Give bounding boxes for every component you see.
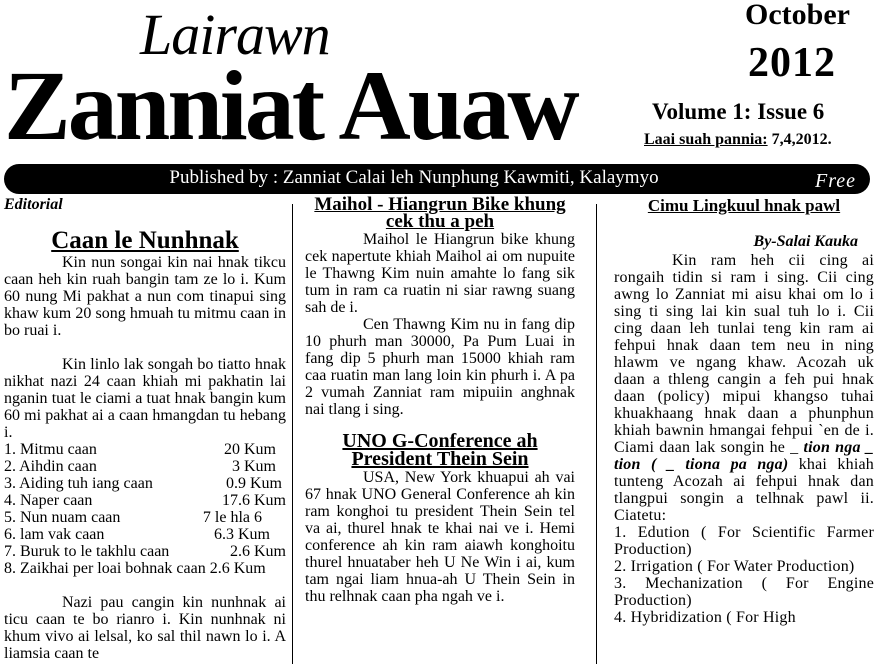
first-published-date: 7,4,2012. <box>767 131 832 148</box>
list-item: 3. Mechanization ( For Engine Production) <box>614 575 874 609</box>
byline: By-Salai Kauka <box>753 233 858 250</box>
paragraph: Kin linlo lak songah bo tiatto hnak nikhat nazi 24 caan khiah mi pakhatin lai nganin tuat le ciami a tuat hnak bangin kum 60 mi pakhat ai a caan hmangdan tu hebang i. <box>4 356 286 441</box>
first-published <box>644 132 832 148</box>
list-item: 8. Zaikhai per loai bohnak caan 2.6 Kum <box>4 560 266 577</box>
article-heading: Cimu Lingkuul hnak pawl <box>647 196 841 215</box>
news-column <box>305 196 575 605</box>
paragraph: Maihol le Hiangrun bike khung cek napertute khiah Maihol ai om nupuite le Thawng Kim nuin amahte lo fang sik tum in ram ca ruatin ni siar rawng suang sah de i. <box>305 231 575 316</box>
column-divider <box>292 204 293 664</box>
list-item: 6. lam vak caan 6.3 Kum <box>4 526 270 543</box>
paragraph: Kin ram heh cii cing ai rongaih tidin si ram i sing. Cii cing awng lo Zanniat mi aisu khai om lo i sing ti sing lai kin sual tuh lo i. Cii cing daan leh tunlai teng kin ram ai fehpui hnak daan tem neu in ning hlawm ve ngang khaw. Acozah uk daan a thleng cangin a feh pui hnak daan (policy) mipui khangso tuhai khuakhaang hnak daan a phunphun khiah bawnin hmangai fehpui `en de i. Ciami daan lak songin he _ tion nga _ tion ( _ tiona pa nga) khai khiah tunteng Acozah ai fehpui hnak dan tlangpui songin a telhnak pawl ii. Ciatetu: <box>614 252 874 524</box>
paragraph: Kin nun songai kin nai hnak tikcu caan heh kin ruah bangin tam ze lo i. Kum 60 nung Mi pakhat a nun com tinapui sing khaw kum 20 song hmuah tu mitmu caan in bo ruai i. <box>4 254 286 339</box>
publisher-text: Published by : Zanniat Calai leh Nunphung Kawmiti, Kalaymyo <box>169 167 659 188</box>
issue-year: 2012 <box>748 40 836 86</box>
article-heading: Caan le Nunhnak <box>51 227 239 254</box>
list-item: 4. Hybridization ( For High <box>614 609 796 626</box>
list-item: 2. Irrigation ( For Water Production) <box>614 558 855 575</box>
article-heading: UNO G-Conference ah President Thein Sein <box>342 430 538 470</box>
masthead-title: Zanniat Auaw <box>4 50 577 161</box>
list-item: 7. Buruk to le takhlu caan 2.6 Kum <box>4 543 286 560</box>
masthead-subtitle: Lairawn <box>140 2 330 67</box>
list-item: 3. Aiding tuh iang caan 0.9 Kum <box>4 475 282 492</box>
section-label: Editorial <box>4 196 63 213</box>
first-published-label: Laai suah pannia: <box>644 131 768 148</box>
editorial-column <box>4 196 286 662</box>
free-label: Free <box>814 170 856 192</box>
paragraph: Cen Thawng Kim nu in fang dip 10 phurh man 30000, Pa Pum Luai in fang dip 5 phurh man 15000 khiah ram caa ruatin man lang loin kin phurh i. A pa 2 vumah Zanniat ram mipuiin anghnak nai tlang i sing. <box>305 316 575 418</box>
list-item: 1. Mitmu caan 20 Kum <box>4 441 276 458</box>
paragraph: USA, New York khuapui ah vai 67 hnak UNO General Conference ah kin ram konghoi tu president Thein Sein tel va ai, thurel hnak te khai nai ve i. Hemi conference ah kin ram aiawh konghoitu thurel hnuataber heh U Ne Win i ai, kum tam ngai liam hnua-ah U Thein Sein in thu relhnak caan pha ngah ve i. <box>305 469 575 605</box>
list-item: 4. Naper caan 17.6 Kum <box>4 492 286 509</box>
list-item: 5. Nun nuam caan 7 le hla 6 <box>4 509 262 526</box>
paragraph: Nazi pau cangin kin nunhnak ai ticu caan te bo rianro i. Kin nunhnak ni khum vivo ai lelsal, ko sal thil nawn lo i. A liamsia caan te <box>4 594 286 662</box>
article-heading: Maihol - Hiangrun Bike khung cek thu a peh <box>314 194 566 232</box>
list-item: 2. Aihdin caan 3 Kum <box>4 458 276 475</box>
feature-column <box>614 196 874 626</box>
issue-volume: Volume 1: Issue 6 <box>652 99 825 124</box>
column-divider <box>596 204 597 664</box>
publisher-banner <box>4 164 870 194</box>
issue-month: October <box>745 0 850 31</box>
list-item: 1. Edution ( For Scientific Farmer Production) <box>614 524 874 558</box>
